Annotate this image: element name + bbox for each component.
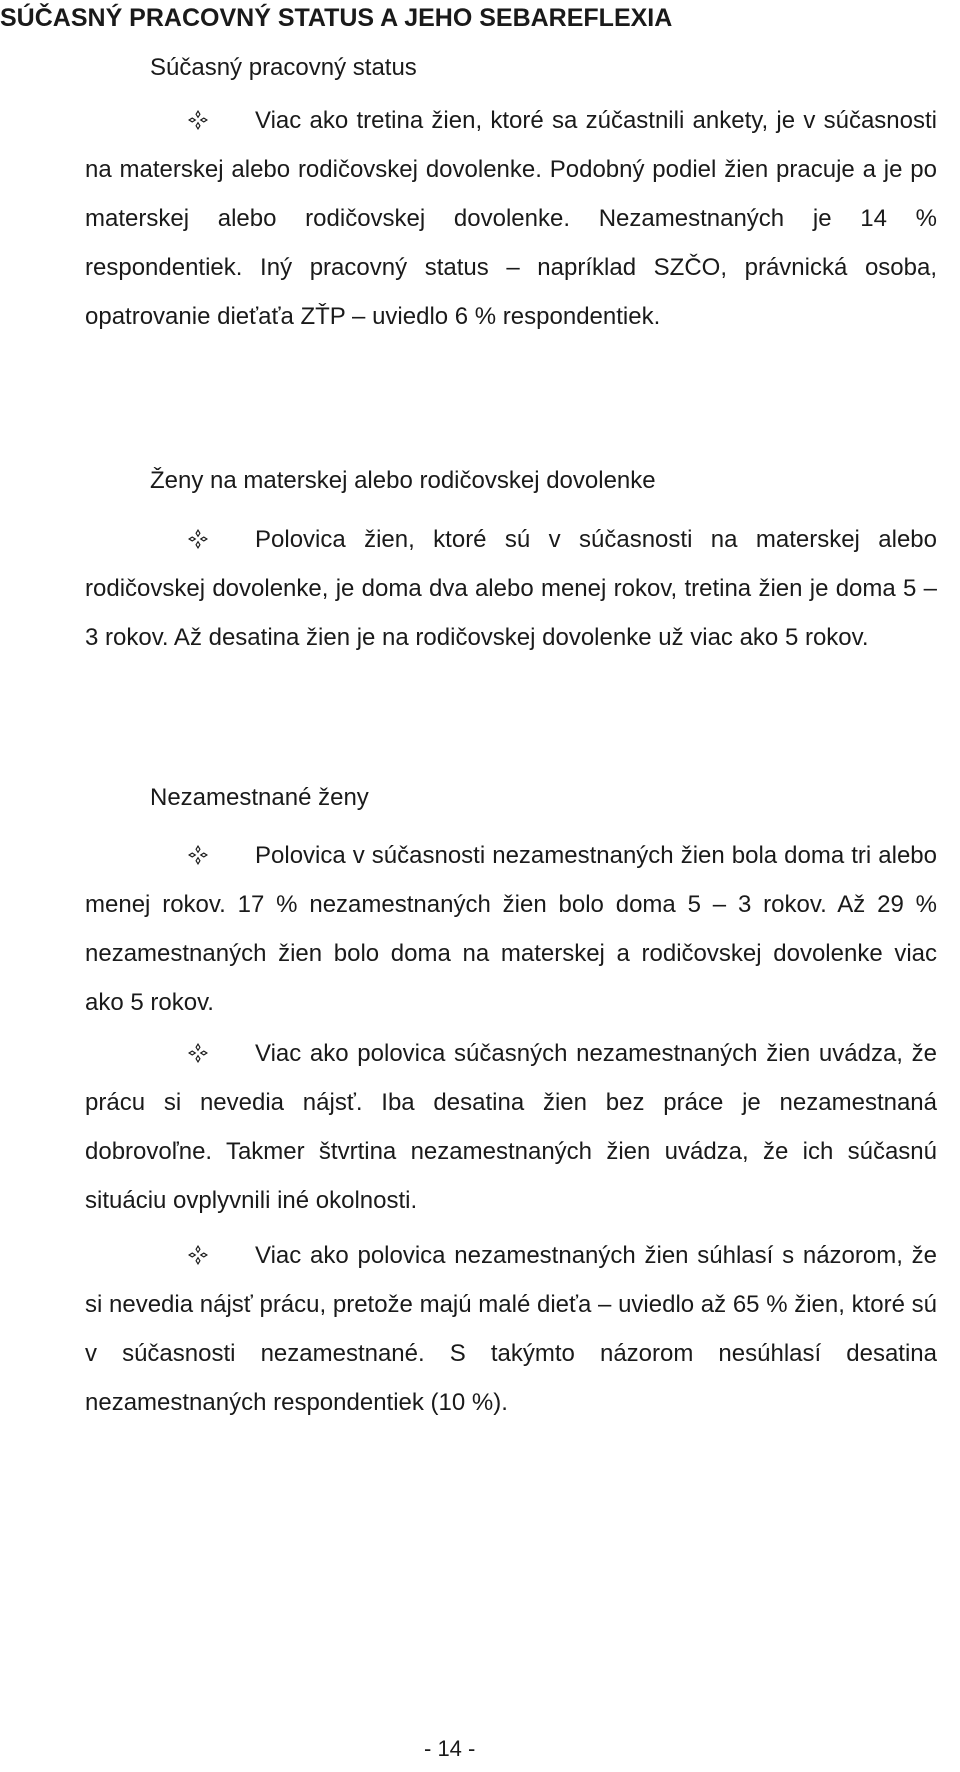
paragraph-unemployed-opinion: Viac ako polovica nezamestnaných žien súhlasí s názorom, že si nevedia nájsť prácu, pretože majú malé dieťa – uviedlo až 65 % žien, ktoré sú v súčasnosti nezamestnané. S takýmto názorom nesúhlasí desatina nezamestnaných respondentiek (10 %). — [85, 1242, 937, 1416]
paragraph-unemployed-reasons: Viac ako polovica súčasných nezamestnaných žien uvádza, že prácu si nevedia nájsť. Iba desatina žien bez práce je nezamestnaná dobrovoľne. Takmer štvrtina nezamestnaných žien uvádza, že ich súčasnú situáciu ovplyvnili iné okolnosti. — [85, 1040, 937, 1214]
section-heading-unemployed: Nezamestnané ženy — [150, 784, 369, 811]
section-heading-current-status: Súčasný pracovný status — [150, 54, 417, 81]
page-title: SÚČASNÝ PRACOVNÝ STATUS A JEHO SEBAREFLEXIA — [0, 4, 673, 32]
paragraph-maternity-leave: Polovica žien, ktoré sú v súčasnosti na materskej alebo rodičovskej dovolenke, je doma dva alebo menej rokov, tretina žien je doma 5 – 3 rokov. Až desatina žien je na rodičovskej dovolenke už viac ako 5 rokov. — [85, 526, 937, 651]
section-heading-maternity-leave: Ženy na materskej alebo rodičovskej dovolenke — [150, 467, 656, 494]
paragraph-current-status: Viac ako tretina žien, ktoré sa zúčastnili ankety, je v súčasnosti na materskej alebo rodičovskej dovolenke. Podobný podiel žien pracuje a je po materskej alebo rodičovskej dovolenke. Nezamestnaných je 14 % respondentiek. Iný pracovný status – napríklad SZČO, právnická osoba, opatrovanie dieťaťa ZŤP – uviedlo 6 % respondentiek. — [85, 107, 937, 330]
page-number: - 14 - — [424, 1736, 476, 1761]
paragraph-unemployed-duration: Polovica v súčasnosti nezamestnaných žien bola doma tri alebo menej rokov. 17 % nezamestnaných žien bolo doma 5 – 3 rokov. Až 29 % nezamestnaných žien bolo doma na materskej a rodičovskej dovolenke viac ako 5 rokov. — [85, 842, 937, 1016]
